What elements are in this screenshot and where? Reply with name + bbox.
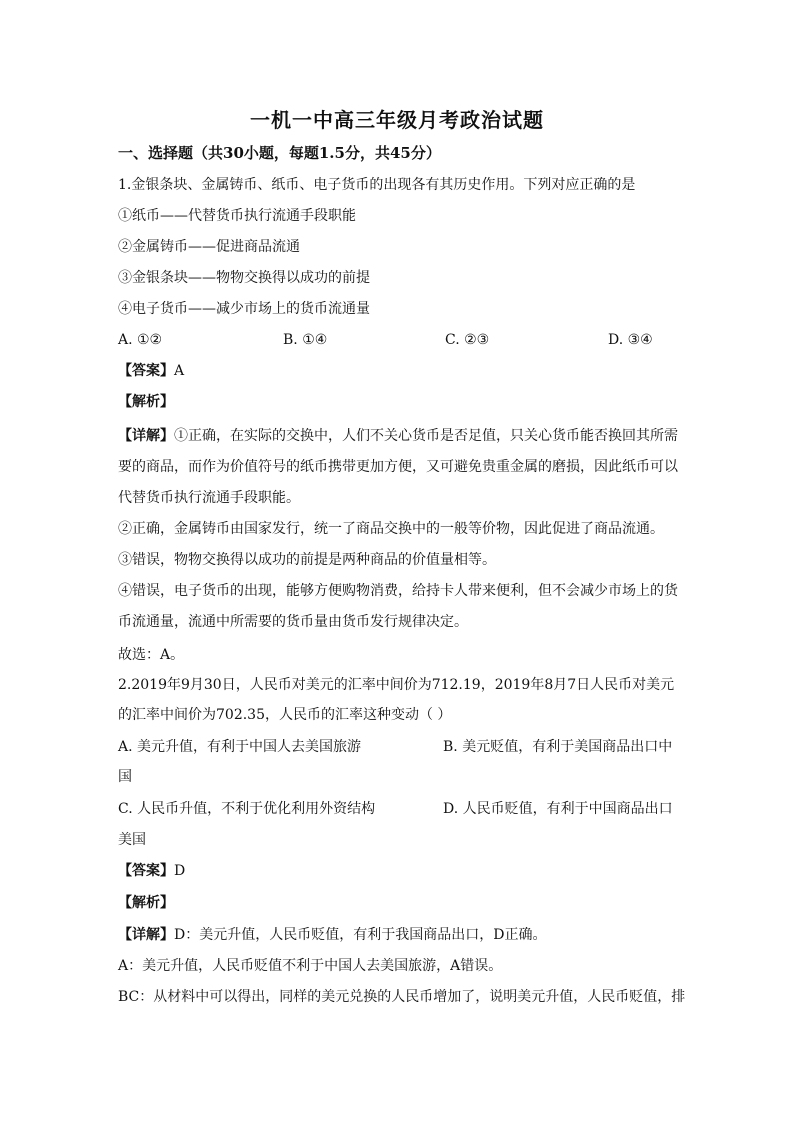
q1-item: ②金属铸币——促进商品流通 bbox=[118, 239, 300, 255]
section-heading: 一、选择题（共30小题，每题1.5分，共45分） bbox=[118, 144, 441, 162]
q2-detail-line: BC：从材料中可以得出，同样的美元兑换的人民币增加了，说明美元升值，人民币贬值，排 bbox=[118, 989, 686, 1005]
q1-answer bbox=[118, 362, 678, 380]
q2-option-b: B. 美元贬值，有利于美国商品出口中 bbox=[443, 739, 673, 755]
answer-tag: 【答案】 bbox=[118, 863, 174, 879]
analysis-tag: 【解析】 bbox=[118, 394, 174, 410]
q1-detail-line: ③错误，物物交换得以成功的前提是两种商品的价值量相等。 bbox=[118, 552, 496, 568]
q1-detail-line: 代替货币执行流通手段职能。 bbox=[118, 490, 300, 506]
q1-analysis-tag bbox=[118, 393, 678, 411]
q1-detail-line: 要的商品，而作为价值符号的纸币携带更加方便，又可避免贵重金属的磨损，因此纸币可以 bbox=[118, 459, 678, 475]
q1-detail-line: ②正确，金属铸币由国家发行，统一了商品交换中的一般等价物，因此促进了商品流通。 bbox=[118, 521, 664, 537]
analysis-tag: 【解析】 bbox=[118, 895, 174, 911]
q1-item: ①纸币——代替货币执行流通手段职能 bbox=[118, 208, 356, 224]
q1-option-c: C. ②③ bbox=[445, 332, 490, 348]
q2-option-c: C. 人民币升值，不利于优化利用外资结构 bbox=[118, 801, 376, 817]
page-title: 一机一中高三年级月考政治试题 bbox=[250, 108, 544, 132]
q1-option-b: B. ①④ bbox=[283, 332, 328, 348]
q2-stem: 2.2019年9月30日，人民币对美元的汇率中间价为712.19，2019年8月7日人民币对美元 bbox=[118, 677, 675, 693]
q2-detail bbox=[118, 926, 678, 944]
q2-analysis-tag bbox=[118, 894, 678, 912]
answer-value: D bbox=[174, 863, 186, 879]
q2-option-d-cont: 美国 bbox=[118, 832, 146, 848]
q1-conclusion: 故选：A。 bbox=[118, 647, 185, 663]
q1-item: ③金银条块——物物交换得以成功的前提 bbox=[118, 270, 370, 286]
q2-answer bbox=[118, 862, 678, 880]
detail-text: ①正确，在实际的交换中，人们不关心货币是否足值，只关心货币能否换回其所需 bbox=[174, 428, 678, 444]
q1-item: ④电子货币——减少市场上的货币流通量 bbox=[118, 301, 370, 317]
q1-option-a: A. ①② bbox=[118, 332, 163, 348]
answer-value: A bbox=[174, 363, 185, 379]
q2-detail-line: A：美元升值，人民币贬值不利于中国人去美国旅游，A错误。 bbox=[118, 958, 503, 974]
q2-stem: 的汇率中间价为702.35，人民币的汇率这种变动（ ） bbox=[118, 707, 452, 723]
q1-option-d: D. ③④ bbox=[608, 332, 653, 348]
q1-detail bbox=[118, 427, 678, 445]
q2-option-b-cont: 国 bbox=[118, 769, 132, 785]
q1-detail-line: ④错误，电子货币的出现，能够方便购物消费，给持卡人带来便利，但不会减少市场上的货 bbox=[118, 583, 678, 599]
q2-option-d: D. 人民币贬值，有利于中国商品出口 bbox=[443, 801, 673, 817]
detail-tag: 【详解】 bbox=[118, 927, 174, 943]
answer-tag: 【答案】 bbox=[118, 363, 174, 379]
detail-tag: 【详解】 bbox=[118, 428, 174, 444]
q1-stem: 1.金银条块、金属铸币、纸币、电子货币的出现各有其历史作用。下列对应正确的是 bbox=[118, 177, 636, 193]
q2-option-a: A. 美元升值，有利于中国人去美国旅游 bbox=[118, 739, 362, 755]
detail-text: D：美元升值，人民币贬值，有利于我国商品出口，D正确。 bbox=[174, 927, 547, 943]
q1-detail-line: 币流通量，流通中所需要的货币量由货币发行规律决定。 bbox=[118, 614, 468, 630]
